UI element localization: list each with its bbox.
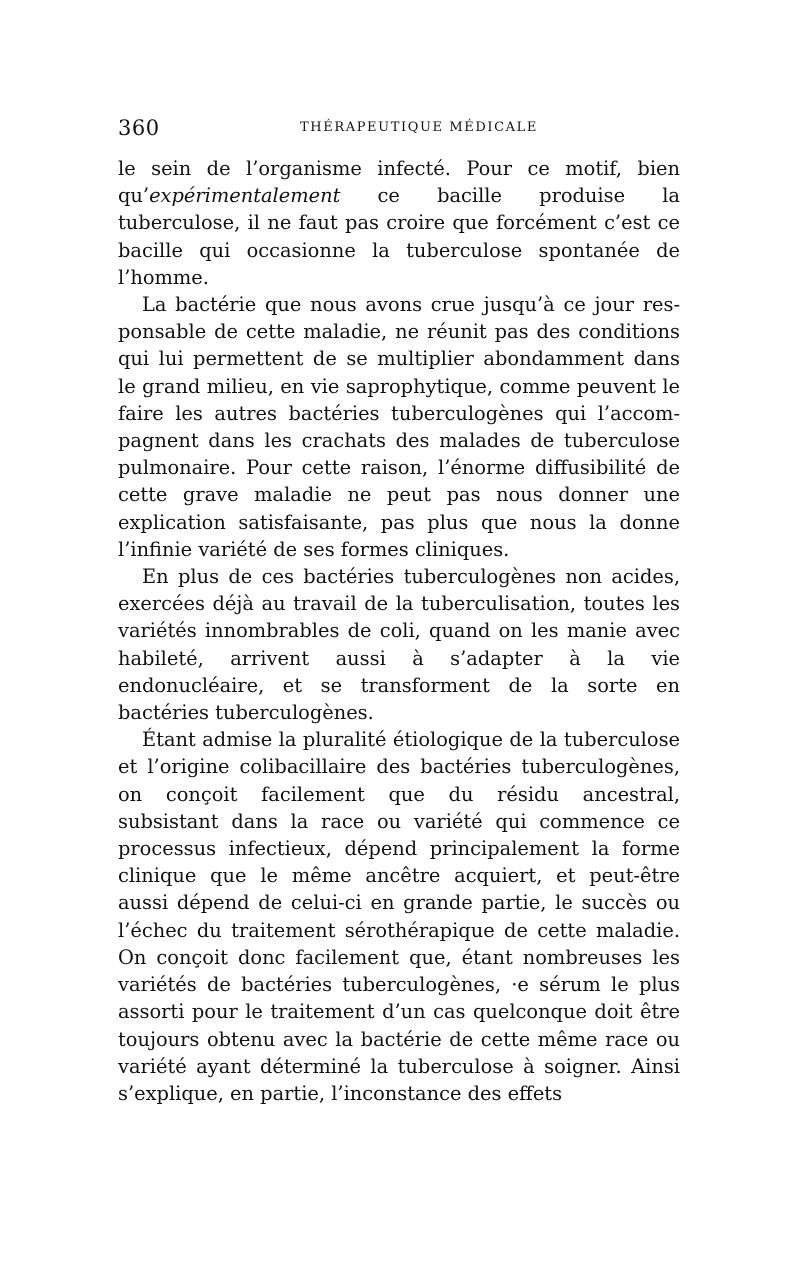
paragraph-2: La bactérie que nous avons crue jusqu’à ce jour responsable de cette maladie, ne réunit pas des conditions qui lui permettent de se multiplier abondamment dans le grand milieu, en vie saprophytique, comme peuvent le faire les autres bactéries tuberculogènes qui l’accompagnent dans les crachats des malades de tuberculose pulmonaire. Pour cette raison, l’énorme diffusibilité de cette grave maladie ne peut pas nous donner une explication satisfaisante, pas plus que nous la donne l’infinie variété de ses formes cliniques. xyxy=(118,293,680,561)
running-title: THÉRAPEUTIQUE MÉDICALE xyxy=(300,120,538,135)
paragraph-3: En plus de ces bactéries tuberculogènes non acides, exercées déjà au travail de la tuberculisation, toutes les variétés innombrables de coli, quand on les manie avec habileté, arrivent aussi à s’adapter à la vie endonucléaire, et se transforment de la sorte en bactéries tuberculogènes. xyxy=(118,565,680,725)
paragraph-4: Étant admise la pluralité étiologique de la tuberculose et l’origine colibacillaire des bactéries tuberculogènes, on conçoit facilement que du résidu ancestral, subsistant dans la race ou variété qui commence ce processus infectieux, dépend principalement la forme clinique que le même ancêtre acquiert, et peut-être aussi dépend de celui-ci en grande partie, le succès ou l’échec du traitement sérothérapique de cette maladie. On conçoit donc facilement que, étant nombreuses les variétés de bactéries tuberculogènes, ·e sérum le plus assorti pour le traitement d’un cas quelconque doit être toujours obtenu avec la bactérie de cette même race ou variété ayant déterminé la tuberculose à soigner. Ainsi s’explique, en partie, l’inconstance des effets xyxy=(118,728,680,1105)
running-head xyxy=(118,116,680,140)
paragraph-1-text-end: ce bacille produise la tuberculose, il ne faut pas croire que forcément c’est ce bacille qui occasionne la tuberculose spontanée de l’homme. xyxy=(118,184,680,289)
paragraph-1-italic-term: expérimentalement xyxy=(149,184,341,208)
body-text xyxy=(118,155,680,1107)
paragraph-1-text-start: le sein de l’organisme infecté. Pour ce motif, bien qu’ xyxy=(118,157,680,208)
paragraph-1 xyxy=(118,155,680,291)
page-number: 360 xyxy=(118,116,160,140)
